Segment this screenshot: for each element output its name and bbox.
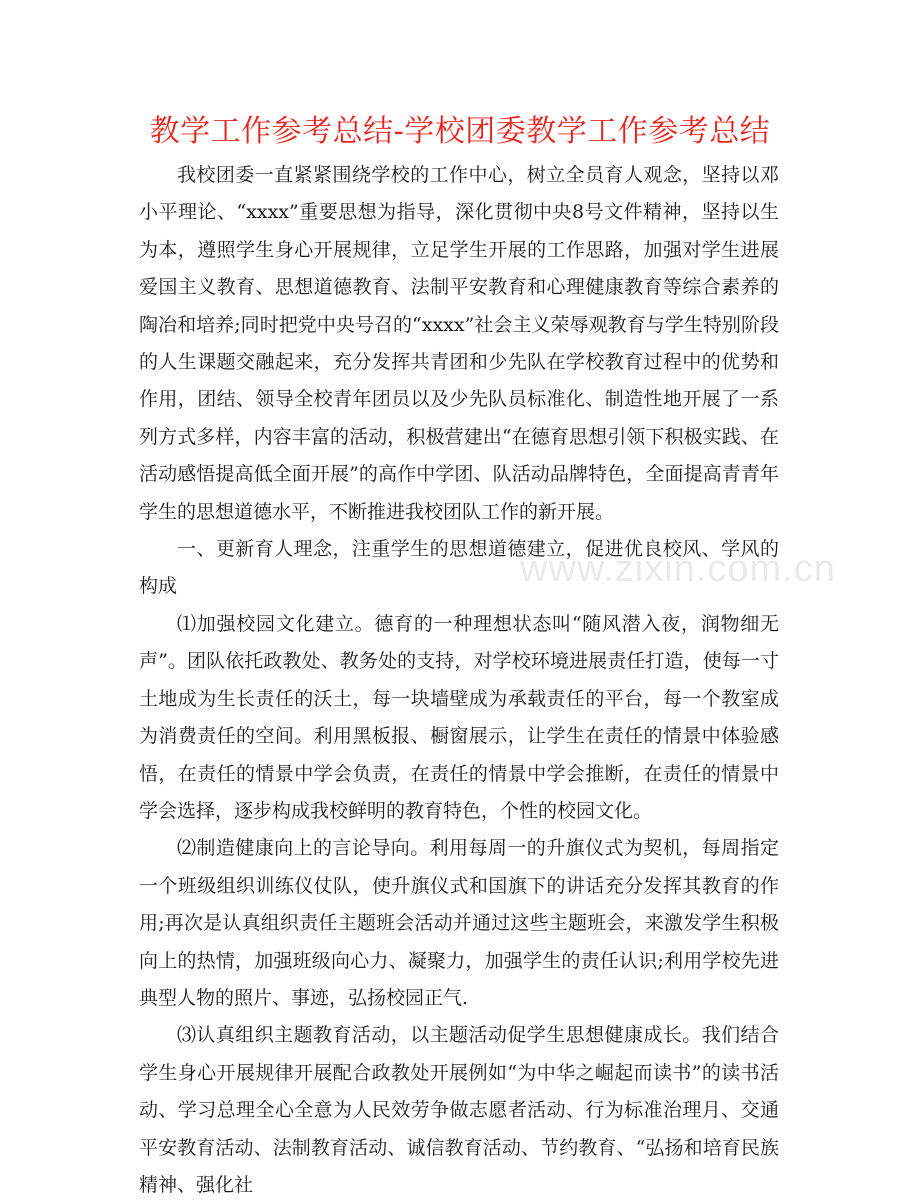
paragraph-item-2: ⑵制造健康向上的言论导向。利用每周一的升旗仪式为契机，每周指定一个班级组织训练仪仗队，使升旗仪式和国旗下的讲话充分发挥其教育的作用;再次是认真组织责任主题班会活动并通过这些主题班会，来激发学生积极向上的热情，加强班级向心力、凝聚力，加强学生的责任认识;利用学校先进典型人物的照片、事迹，弘扬校园正气.: [139, 837, 779, 1009]
watermark-text: www.zixin.com.cn: [520, 548, 836, 590]
document-body: [139, 157, 779, 1204]
section-heading-1: 一、更新育人理念，注重学生的思想道德建立，促进优良校风、学风的构成: [139, 538, 779, 598]
paragraph-intro: 我校团委一直紧紧围绕学校的工作中心，树立全员育人观念，坚持以邓小平理论、“xxxx”重要思想为指导，深化贯彻中央8号文件精神，坚持以生为本，遵照学生身心开展规律，立足学生开展的工作思路，加强对学生进展爱国主义教育、思想道德教育、法制平安教育和心理健康教育等综合素养的陶冶和培养;同时把党中央号召的“xxxx”社会主义荣辱观教育与学生特别阶段的人生课题交融起来，充分发挥共青团和少先队在学校教育过程中的优势和作用，团结、领导全校青年团员以及少先队员标准化、制造性地开展了一系列方式多样，内容丰富的活动，积极营建出“在德育思想引领下积极实践、在活动感悟提高低全面开展”的高作中学团、队活动品牌特色，全面提高青青年学生的思想道德水平，不断推进我校团队工作的新开展。: [139, 164, 779, 523]
document-title: 教学工作参考总结-学校团委教学工作参考总结: [149, 114, 771, 149]
paragraph-item-1: ⑴加强校园文化建立。德育的一种理想状态叫“随风潜入夜，润物细无声”。团队依托政教处、教务处的支持，对学校环境进展责任打造，使每一寸土地成为生长责任的沃土，每一块墙壁成为承载责任的平台，每一个教室成为消费责任的空间。利用黑板报、橱窗展示，让学生在责任的情景中体验感悟，在责任的情景中学会负责，在责任的情景中学会推断，在责任的情景中学会选择，逐步构成我校鲜明的教育特色，个性的校园文化。: [139, 612, 779, 822]
paragraph-item-3: ⑶认真组织主题教育活动，以主题活动促学生思想健康成长。我们结合学生身心开展规律开展配合政教处开展例如“为中华之崛起而读书”的读书活动、学习总理全心全意为人民效劳争做志愿者活动、行为标准治理月、交通平安教育活动、法制教育活动、诚信教育活动、节约教育、“弘扬和培育民族精神、强化社: [139, 1024, 779, 1196]
